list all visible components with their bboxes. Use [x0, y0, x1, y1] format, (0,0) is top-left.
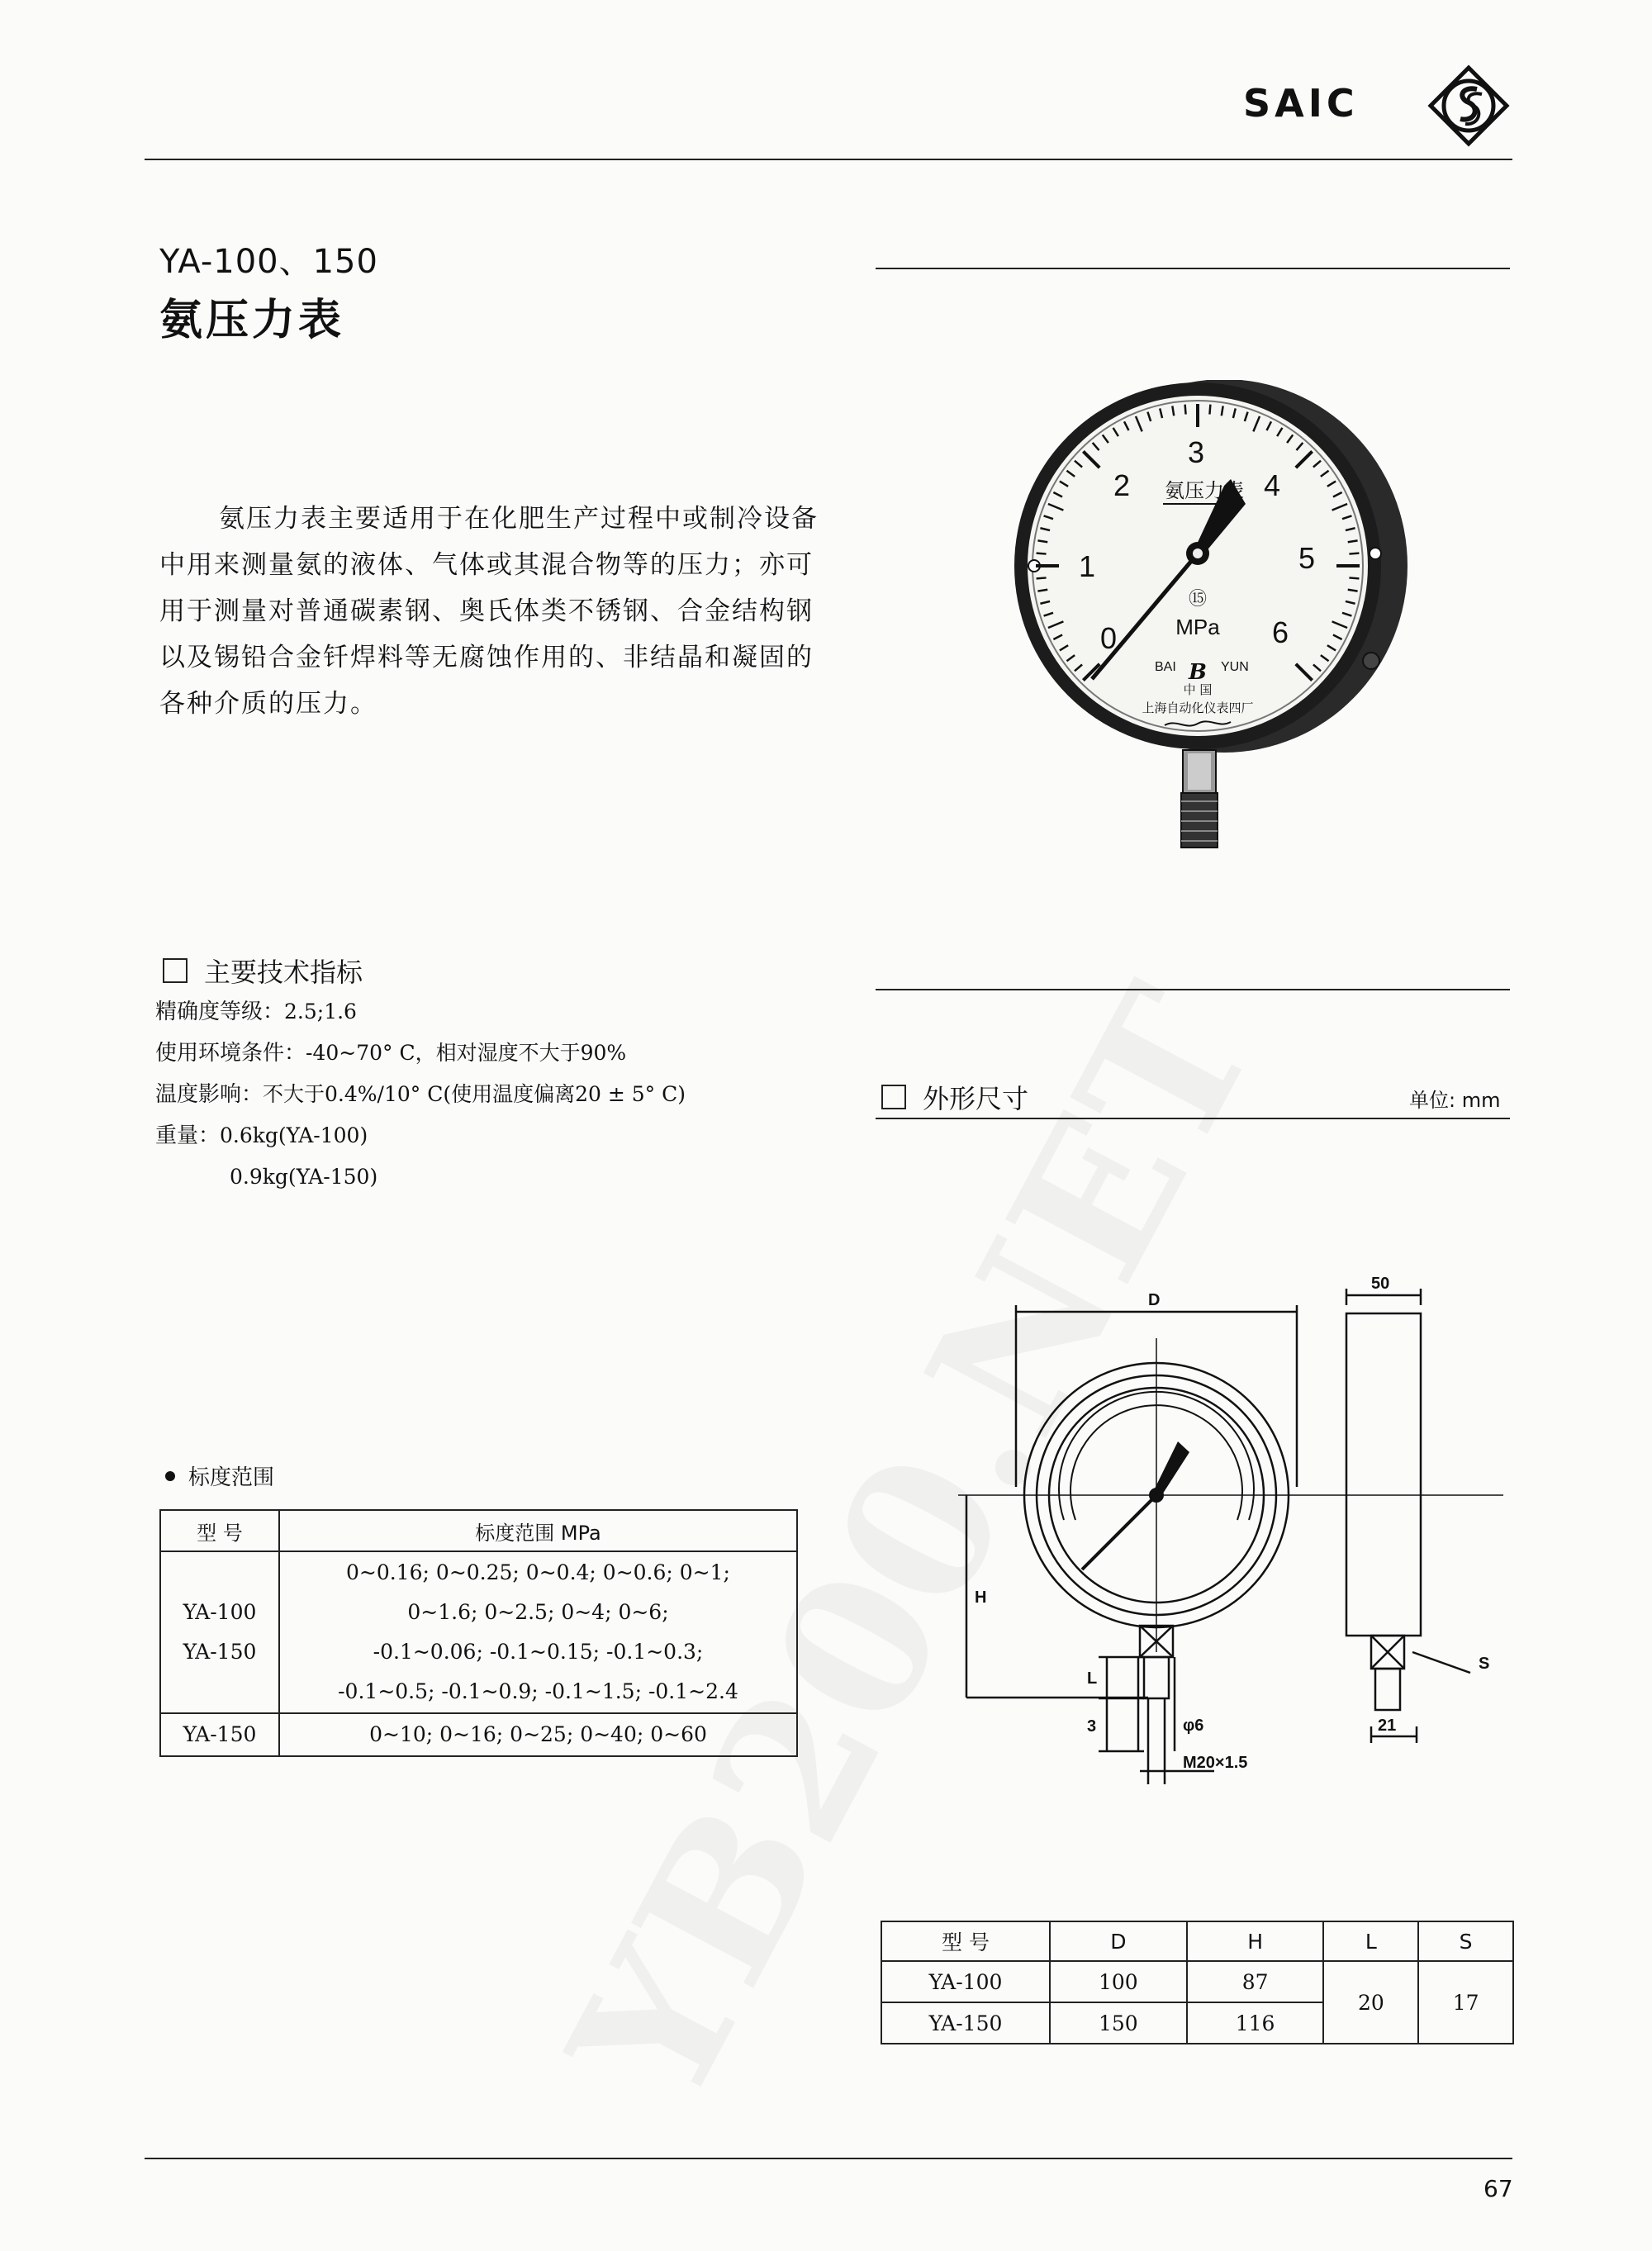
- table-row: [881, 1961, 1513, 2002]
- table-header: 型 号: [881, 1921, 1050, 1961]
- specs-section-title: [163, 952, 363, 990]
- right-mid-rule: [876, 989, 1510, 990]
- dial-country: 中 国: [1183, 682, 1213, 697]
- accuracy-mark: ⑮: [1188, 589, 1208, 610]
- range-table: [159, 1509, 798, 1757]
- table-cell: YA-100: [881, 1961, 1050, 2002]
- table-cell-ranges: 0~0.16; 0~0.25; 0~0.4; 0~0.6; 0~1; 0~1.6; 0~2.5; 0~4; 0~6; -0.1~0.06; -0.1~0.15; -0.1~0.3; -0.1~0.5; -0.1~0.9; -0.1~1.5; -0.1~2.4: [279, 1551, 797, 1713]
- dimension-drawing: [942, 1272, 1536, 1801]
- scale-tick: [1209, 405, 1210, 415]
- spec-weight-2: 0.9kg(YA-150): [230, 1165, 378, 1189]
- checkbox-square-icon: [163, 958, 188, 983]
- dim-label-3: 3: [1087, 1717, 1097, 1736]
- table-row: [160, 1551, 797, 1713]
- scale-number: 6: [1271, 615, 1289, 649]
- table-cell: 87: [1187, 1961, 1324, 2002]
- table-row: [881, 1921, 1513, 1961]
- dial-maker: 上海自动化仪表四厂: [1142, 700, 1254, 715]
- dimensions-section-title: [881, 1078, 1028, 1116]
- right-top-rule: [876, 268, 1510, 269]
- table-cell: 20: [1323, 1961, 1418, 2044]
- dial-label: 氨压力表: [1165, 479, 1244, 502]
- spec-environment: 使用环境条件：-40~70° C，相对湿度不大于90%: [155, 1041, 627, 1066]
- intro-block: [159, 496, 833, 727]
- spec-temperature: 温度影响：不大于0.4%/10° C(使用温度偏离20 ± 5° C): [155, 1082, 686, 1107]
- header-rule: [145, 159, 1512, 160]
- table-cell: 100: [1050, 1961, 1187, 2002]
- spec-accuracy: 精确度等级：2.5;1.6: [155, 1000, 357, 1024]
- dimensions-unit: 单位: mm: [1409, 1089, 1501, 1112]
- table-header: H: [1187, 1921, 1324, 1961]
- scale-tick: [1037, 553, 1047, 554]
- specs-title: 主要技术指标: [204, 957, 363, 988]
- table-cell: YA-150: [160, 1713, 279, 1756]
- brand-left: BAI: [1155, 660, 1176, 674]
- product-models: YA-100、150: [159, 243, 378, 281]
- scale-number: 2: [1113, 468, 1131, 502]
- spec-weight: 重量：0.6kg(YA-100): [155, 1123, 368, 1148]
- dim-label-thread: M20×1.5: [1183, 1754, 1248, 1772]
- dimensions-table: [881, 1921, 1514, 2044]
- brand-right: YUN: [1221, 660, 1249, 674]
- page-number: 67: [1483, 2175, 1513, 2202]
- table-cell: 116: [1187, 2002, 1324, 2044]
- dimensions-title: 外形尺寸: [923, 1083, 1029, 1114]
- scale-number: 4: [1263, 468, 1281, 502]
- scale-tick: [1349, 553, 1359, 554]
- table-cell: 0~10; 0~16; 0~25; 0~40; 0~60: [279, 1713, 797, 1756]
- table-cell: 150: [1050, 2002, 1187, 2044]
- table-row: [160, 1510, 797, 1551]
- dial-unit: MPa: [1175, 615, 1220, 639]
- table-header: L: [1323, 1921, 1418, 1961]
- footer-rule: [145, 2158, 1512, 2159]
- table-cell: 17: [1418, 1961, 1513, 2044]
- table-header: S: [1418, 1921, 1513, 1961]
- dim-label-S: S: [1479, 1655, 1490, 1673]
- scale-tick: [1037, 577, 1047, 578]
- dim-label-50: 50: [1371, 1275, 1390, 1293]
- scale-number: 3: [1187, 435, 1205, 469]
- dim-label-D: D: [1148, 1291, 1161, 1309]
- table-cell: YA-150: [881, 2002, 1050, 2044]
- intro-paragraph: 氨压力表主要适用于在化肥生产过程中或制冷设备中用来测量氨的液体、气体或其混合物等的压力；亦可用于测量对普通碳素钢、奥氏体类不锈钢、合金结构钢以及锡铅合金钎焊料等无腐蚀作用的、非结晶和凝固的各种介质的压力。: [159, 504, 819, 719]
- scale-tick: [1349, 577, 1359, 578]
- scale-tick: [1185, 405, 1186, 415]
- scale-number: 0: [1099, 621, 1118, 655]
- dimensions-rule: [876, 1118, 1510, 1119]
- lug-right-icon: [1370, 548, 1381, 559]
- product-name: 氨压力表: [159, 296, 345, 345]
- brand-logo-icon: B: [1189, 660, 1207, 685]
- dim-label-21: 21: [1378, 1717, 1397, 1735]
- table-cell-models: YA-100 YA-150: [160, 1551, 279, 1713]
- gauge-illustration: [1008, 380, 1421, 892]
- table-row: [160, 1713, 797, 1756]
- table-header: 标度范围 MPa: [279, 1510, 797, 1551]
- dim-label-H: H: [975, 1589, 987, 1607]
- dim-label-L: L: [1087, 1669, 1098, 1688]
- scale-number: 1: [1078, 549, 1096, 583]
- saic-logo-icon: [1427, 64, 1510, 147]
- table-header: 型 号: [160, 1510, 279, 1551]
- range-table-title: 标度范围: [165, 1460, 274, 1491]
- checkbox-square-icon: [881, 1085, 906, 1109]
- dim-label-phi: φ6: [1183, 1717, 1204, 1735]
- scale-number: 5: [1298, 541, 1316, 575]
- table-header: D: [1050, 1921, 1187, 1961]
- specs-list: [155, 991, 686, 1198]
- logo-text: SAIC: [1243, 81, 1359, 126]
- bullet-icon: [165, 1471, 175, 1481]
